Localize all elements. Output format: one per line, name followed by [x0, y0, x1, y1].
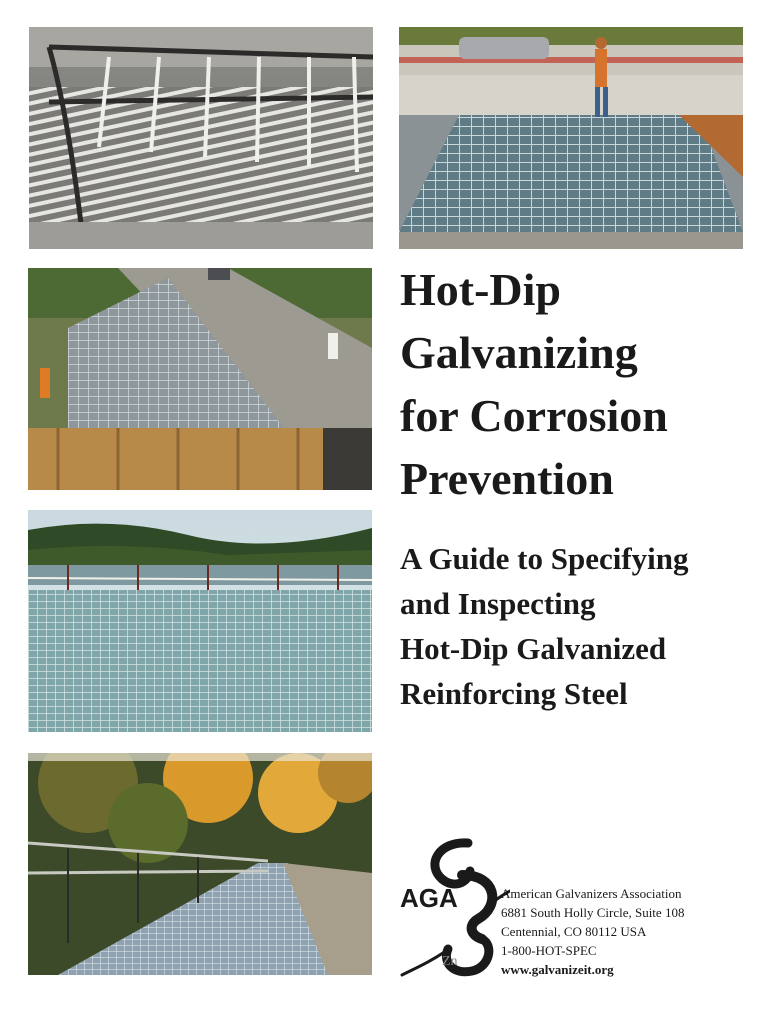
logo-text: AGA [400, 883, 458, 913]
logo-zn-text: Zn [442, 954, 458, 969]
document-title [400, 258, 760, 510]
photo-river-bridge-deck [28, 510, 372, 732]
subtitle-line-2: and Inspecting [400, 586, 596, 621]
aga-logo-icon [398, 835, 510, 985]
title-line-2: Galvanizing [400, 327, 638, 378]
organization-name: American Galvanizers Association [501, 886, 682, 901]
photo-autumn-walkway [28, 753, 372, 975]
photo-rebar-closeup [29, 27, 373, 249]
subtitle-line-3: Hot-Dip Galvanized [400, 631, 667, 666]
website-link[interactable]: www.galvanizeit.org [501, 962, 614, 977]
title-line-3: for Corrosion [400, 390, 668, 441]
subtitle-line-1: A Guide to Specifying [400, 541, 689, 576]
title-line-4: Prevention [400, 453, 614, 504]
subtitle-line-4: Reinforcing Steel [400, 676, 628, 711]
document-subtitle [400, 536, 760, 716]
association-address [501, 884, 761, 979]
photo-bridge-construction [28, 268, 372, 490]
city-state-zip: Centennial, CO 80112 USA [501, 924, 647, 939]
street-address: 6881 South Holly Circle, Suite 108 [501, 905, 685, 920]
photo-bridge-deck-worker [399, 27, 743, 249]
title-line-1: Hot-Dip [400, 264, 561, 315]
phone-number: 1-800-HOT-SPEC [501, 943, 597, 958]
